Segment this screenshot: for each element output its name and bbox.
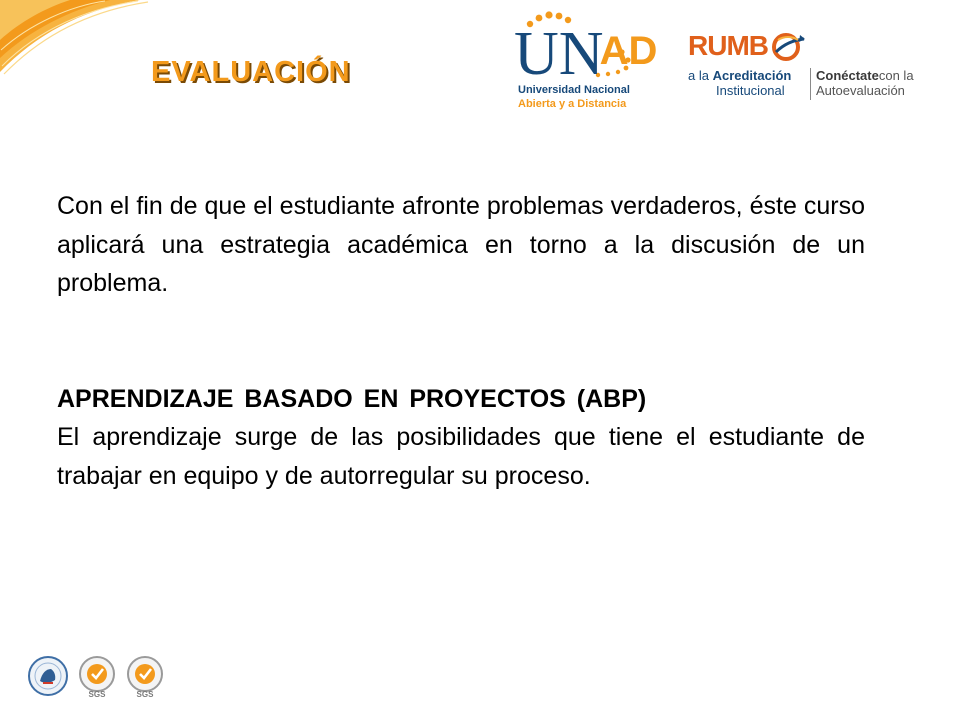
unad-wordmark-ad: AD [599, 29, 658, 73]
rumbo-tagline-line-1 [688, 68, 791, 83]
rumbo-slogan-line-2: Autoevaluación [816, 83, 905, 98]
sgs-caption: SGS [136, 690, 154, 699]
rumbo-slogan-bold: Conéctate [816, 68, 879, 83]
rumbo-wordmark: RUMB [688, 30, 768, 61]
sgs-caption: SGS [88, 690, 106, 699]
rumbo-tagline-line-2: Institucional [716, 83, 785, 98]
rumbo-separator [810, 68, 811, 100]
corner-decoration [0, 0, 150, 80]
rumbo-logo [688, 30, 938, 105]
rumbo-tagline-bold: Acreditación [712, 68, 792, 83]
abp-paragraph: El aprendizaje surge de las posibilidades que tiene el estudiante de trabajar en equipo y de autorregular su proceso. [57, 423, 865, 490]
colombia-government-seal-icon [27, 655, 69, 697]
unad-wordmark-un: UN [514, 20, 604, 88]
slide-title: EVALUACIÓN [151, 56, 351, 88]
unad-wordmark [514, 16, 657, 89]
unad-name-line-2: Abierta y a Distancia [518, 98, 627, 110]
slide-body [57, 187, 865, 495]
rumbo-globe-icon [770, 30, 806, 64]
sgs-certification-seal-icon [124, 655, 166, 697]
unad-name-line-1: Universidad Nacional [518, 84, 630, 96]
rumbo-tagline-prefix: a la [688, 68, 713, 83]
intro-paragraph: Con el fin de que el estudiante afronte problemas verdaderos, éste curso aplicará una estrategia académica en torno a la discusión de un problema. [57, 192, 865, 297]
unad-logo [510, 10, 658, 110]
abp-heading: APRENDIZAJE BASADO EN PROYECTOS (ABP) [57, 384, 647, 413]
rumbo-slogan-line-1 [816, 68, 914, 83]
sgs-certification-seal-icon [76, 655, 118, 697]
rumbo-slogan-rest: con la [878, 68, 914, 83]
